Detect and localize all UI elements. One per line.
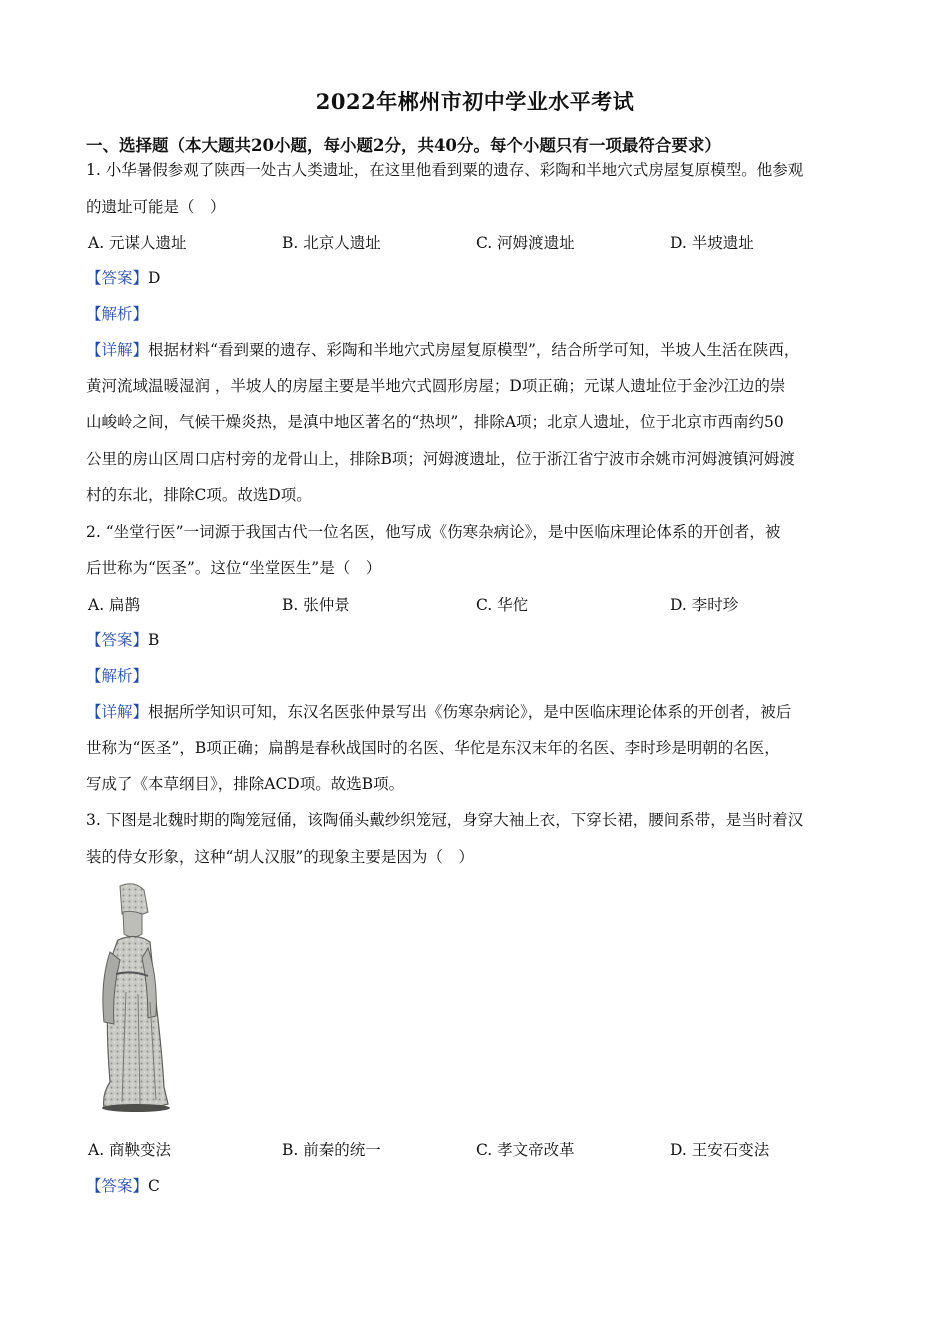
q3-option-c: C. 孝文帝改革 [476, 1141, 575, 1159]
q2-option-c: C. 华佗 [476, 596, 529, 614]
analysis-tag: 【解析】 [86, 667, 149, 685]
q1-option-b: B. 北京人遗址 [282, 234, 381, 252]
q1-option-a: A. 元谋人遗址 [88, 234, 187, 252]
q2-detail-line1 [86, 702, 791, 722]
q1-detail-line2: 黄河流域温暖湿润 ，半坡人的房屋主要是半地穴式圆形房屋；D项正确；元谋人遗址位于金沙江边的崇 [86, 377, 786, 395]
q3-stem-line1: 3. 下图是北魏时期的陶笼冠俑，该陶俑头戴纱织笼冠，身穿大袖上衣，下穿长裙，腰间系带，是当时着汉 [86, 811, 804, 829]
analysis-tag: 【解析】 [86, 305, 149, 323]
q2-detail-text1: 根据所学知识可知，东汉名医张仲景写出《伤寒杂病论》，是中医临床理论体系的开创者，被后 [148, 703, 792, 721]
answer-tag: 【答案】 [86, 269, 149, 287]
q2-stem-line1: 2. “坐堂行医”一词源于我国古代一位名医，他写成《伤寒杂病论》，是中医临床理论体系的开创者，被 [86, 523, 781, 541]
q1-detail-line1 [86, 340, 799, 360]
answer-tag: 【答案】 [86, 631, 149, 649]
pottery-figurine-image [92, 882, 178, 1114]
q1-detail-line5: 村的东北，排除C项。故选D项。 [86, 486, 312, 504]
q3-stem-line2: 装的侍女形象，这种“胡人汉服”的现象主要是因为（ ） [86, 848, 474, 866]
detail-tag: 【详解】 [86, 341, 149, 359]
detail-tag: 【详解】 [86, 703, 149, 721]
q1-analysis [86, 304, 148, 324]
q3-answer-value: C [148, 1177, 160, 1195]
q2-option-a: A. 扁鹊 [88, 596, 141, 614]
q2-answer-value: B [148, 631, 160, 649]
q2-answer [86, 630, 159, 650]
q1-detail-line4: 公里的房山区周口店村旁的龙骨山上，排除B项；河姆渡遗址，位于浙江省宁波市余姚市河姆渡镇河姆渡 [86, 450, 795, 468]
q3-option-b: B. 前秦的统一 [282, 1141, 381, 1159]
answer-tag: 【答案】 [86, 1177, 149, 1195]
q3-option-d: D. 王安石变法 [670, 1141, 770, 1159]
q3-option-a: A. 商鞅变法 [88, 1141, 172, 1159]
page-title: 2022年郴州市初中学业水平考试 [315, 89, 635, 114]
q2-option-d: D. 李时珍 [670, 596, 739, 614]
q3-answer [86, 1176, 160, 1196]
q1-answer [86, 268, 160, 288]
q2-analysis [86, 666, 148, 686]
q1-detail-text1: 根据材料“看到粟的遗存、彩陶和半地穴式房屋复原模型”，结合所学可知，半坡人生活在陕西， [148, 341, 800, 359]
q1-answer-value: D [148, 269, 161, 287]
q2-detail-line3: 写成了《本草纲目》，排除ACD项。故选B项。 [86, 775, 405, 793]
q1-stem-line2: 的遗址可能是（ ） [86, 198, 226, 216]
q1-stem-line1: 1. 小华暑假参观了陕西一处古人类遗址，在这里他看到粟的遗存、彩陶和半地穴式房屋复原模型。他参观 [86, 161, 804, 179]
section-heading: 一、选择题（本大题共20小题，每小题2分，共40分。每个小题只有一项最符合要求） [86, 136, 721, 155]
q2-option-b: B. 张仲景 [282, 596, 350, 614]
q2-stem-line2: 后世称为“医圣”。这位“坐堂医生”是（ ） [86, 559, 382, 577]
q2-detail-line2: 世称为“医圣”，B项正确；扁鹊是春秋战国时的名医、华佗是东汉末年的名医、李时珍是明朝的名医， [86, 739, 780, 757]
q1-detail-line3: 山峻岭之间，气候干燥炎热，是滇中地区著名的“热坝”，排除A项；北京人遗址，位于北京市西南约50 [86, 413, 784, 431]
q1-option-c: C. 河姆渡遗址 [476, 234, 575, 252]
q1-option-d: D. 半坡遗址 [670, 234, 754, 252]
